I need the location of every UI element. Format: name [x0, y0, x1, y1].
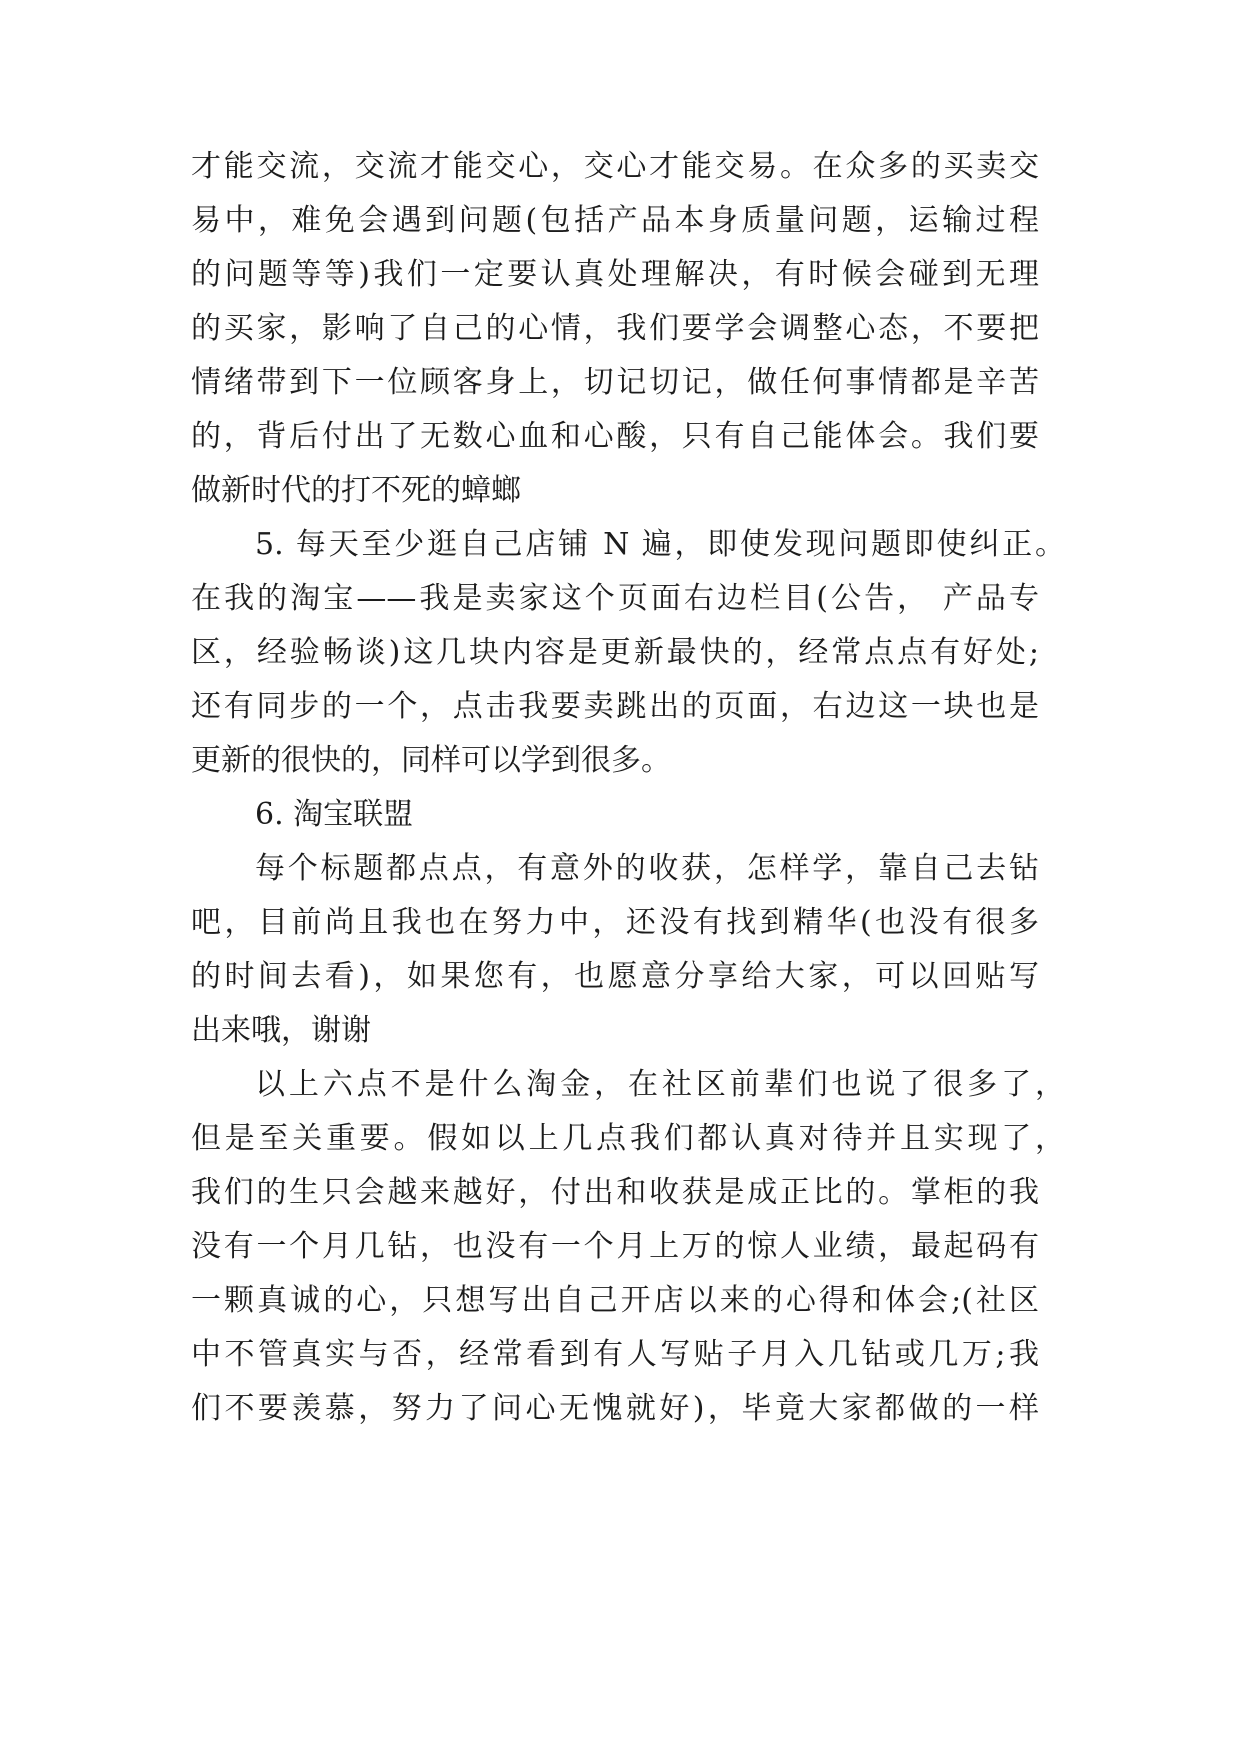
- paragraph-line: 但是至关重要。假如以上几点我们都认真对待并且实现了，: [191, 1121, 1065, 1156]
- paragraph-line: 的时间去看)，如果您有，也愿意分享给大家，可以回贴写: [191, 959, 1039, 994]
- paragraph-line: 的买家，影响了自己的心情，我们要学会调整心态，不要把: [191, 311, 1039, 346]
- paragraph-line: 才能交流，交流才能交心，交心才能交易。在众多的买卖交: [191, 149, 1039, 184]
- paragraph-line: 区，经验畅谈)这几块内容是更新最快的，经常点点有好处;: [191, 635, 1039, 670]
- paragraph-line: 在我的淘宝——我是卖家这个页面右边栏目(公告， 产品专: [191, 581, 1039, 616]
- paragraph-line: 出来哦，谢谢: [191, 1013, 371, 1048]
- paragraph-line: 以上六点不是什么淘金，在社区前辈们也说了很多了，: [255, 1067, 1065, 1102]
- paragraph-line: 易中，难免会遇到问题(包括产品本身质量问题，运输过程: [191, 203, 1039, 238]
- paragraph-line: 情绪带到下一位顾客身上，切记切记，做任何事情都是辛苦: [191, 365, 1039, 400]
- list-item-6-heading: 6. 淘宝联盟: [255, 797, 414, 832]
- paragraph-line: 的问题等等)我们一定要认真处理解决，有时候会碰到无理: [191, 257, 1039, 292]
- paragraph-line: 更新的很快的，同样可以学到很多。: [191, 743, 671, 778]
- paragraph-line: 中不管真实与否，经常看到有人写贴子月入几钻或几万;我: [191, 1337, 1039, 1372]
- paragraph-line: 的，背后付出了无数心血和心酸，只有自己能体会。我们要: [191, 419, 1039, 454]
- paragraph-line: 们不要羡慕，努力了问心无愧就好)，毕竟大家都做的一样: [191, 1391, 1039, 1426]
- paragraph-line: 每个标题都点点，有意外的收获，怎样学，靠自己去钻: [255, 851, 1039, 886]
- paragraph-line: 没有一个月几钻，也没有一个月上万的惊人业绩，最起码有: [191, 1229, 1039, 1264]
- paragraph-line: 做新时代的打不死的蟑螂: [191, 473, 521, 508]
- paragraph-line: 还有同步的一个，点击我要卖跳出的页面，右边这一块也是: [191, 689, 1039, 724]
- paragraph-line: 吧，目前尚且我也在努力中，还没有找到精华(也没有很多: [191, 905, 1039, 940]
- paragraph-line: 我们的生只会越来越好，付出和收获是成正比的。掌柜的我: [191, 1175, 1039, 1210]
- list-item-5: 5. 每天至少逛自己店铺 N 遍，即使发现问题即使纠正。: [255, 527, 1065, 562]
- paragraph-line: 一颗真诚的心，只想写出自己开店以来的心得和体会;(社区: [191, 1283, 1039, 1318]
